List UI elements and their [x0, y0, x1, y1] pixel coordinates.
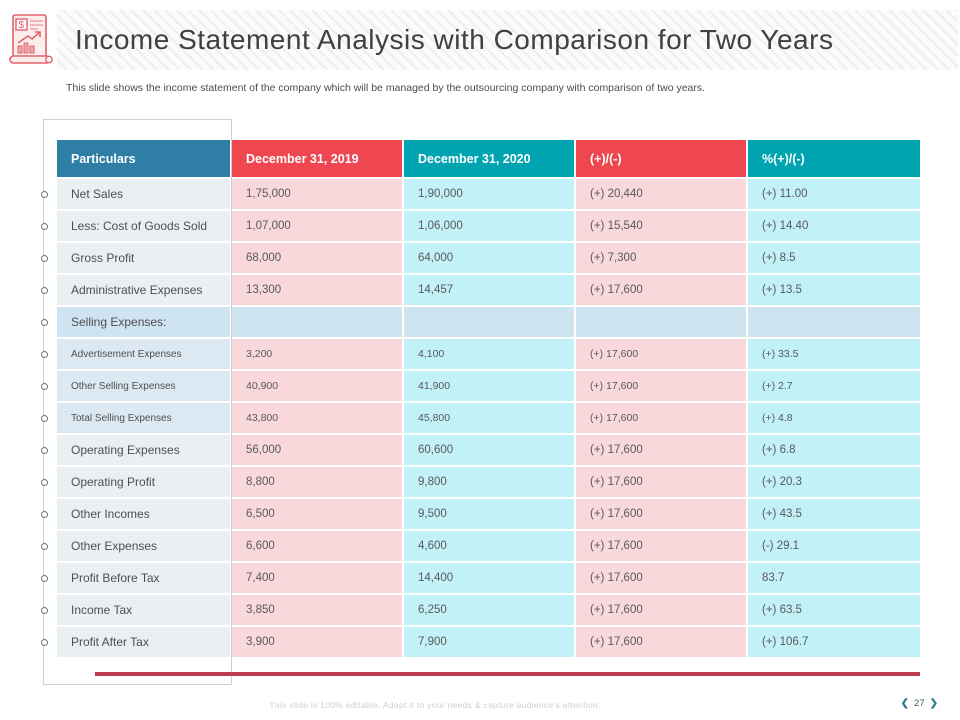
row-value: (+) 4.8 — [748, 403, 920, 433]
row-bullet-icon — [41, 607, 48, 614]
row-label: Less: Cost of Goods Sold — [57, 211, 230, 241]
row-value: 4,100 — [404, 339, 574, 369]
row-label: Other Expenses — [57, 531, 230, 561]
row-value: 6,600 — [232, 531, 402, 561]
col-header-dec-2020: December 31, 2020 — [404, 140, 574, 177]
row-value: 83.7 — [748, 563, 920, 593]
col-header-dec-2019: December 31, 2019 — [232, 140, 402, 177]
row-bullet-icon — [41, 319, 48, 326]
row-label: Profit Before Tax — [57, 563, 230, 593]
row-value: (+) 17,600 — [576, 499, 746, 529]
svg-text:$: $ — [18, 20, 25, 31]
row-value: 14,457 — [404, 275, 574, 305]
row-bullet-icon — [41, 415, 48, 422]
row-bullet-icon — [41, 479, 48, 486]
col-header-particulars: Particulars — [57, 140, 230, 177]
row-value: (+) 17,600 — [576, 467, 746, 497]
page-number: 27 — [914, 698, 925, 709]
row-value: (+) 8.5 — [748, 243, 920, 273]
row-value: 7,900 — [404, 627, 574, 657]
row-value: 6,500 — [232, 499, 402, 529]
row-value: (+) 13.5 — [748, 275, 920, 305]
row-value: (+) 17,600 — [576, 563, 746, 593]
row-value: (+) 17,600 — [576, 371, 746, 401]
prev-page-icon[interactable]: ❮ — [900, 698, 910, 709]
row-label: Other Incomes — [57, 499, 230, 529]
row-value: 9,500 — [404, 499, 574, 529]
row-value: 14,400 — [404, 563, 574, 593]
page-title: Income Statement Analysis with Comparison for Two Years — [75, 24, 834, 55]
col-header-pct-change: %(+)/(-) — [748, 140, 920, 177]
row-value: (+) 11.00 — [748, 179, 920, 209]
row-value: 3,850 — [232, 595, 402, 625]
row-value: 68,000 — [232, 243, 402, 273]
row-value: 7,400 — [232, 563, 402, 593]
row-bullet-icon — [41, 543, 48, 550]
row-value: 60,600 — [404, 435, 574, 465]
row-value: 1,75,000 — [232, 179, 402, 209]
row-label: Advertisement Expenses — [57, 339, 230, 369]
row-value: (+) 15,540 — [576, 211, 746, 241]
row-bullet-icon — [41, 191, 48, 198]
page-navigation — [901, 698, 938, 709]
row-value: 1,06,000 — [404, 211, 574, 241]
row-value: 3,900 — [232, 627, 402, 657]
row-bullet-icon — [41, 287, 48, 294]
row-value: (+) 17,600 — [576, 435, 746, 465]
row-value — [232, 307, 402, 337]
row-bullet-icon — [41, 575, 48, 582]
row-value: (+) 33.5 — [748, 339, 920, 369]
row-value: (+) 14.40 — [748, 211, 920, 241]
accent-divider-line — [95, 672, 920, 676]
row-bullet-icon — [41, 447, 48, 454]
row-value: (+) 17,600 — [576, 531, 746, 561]
row-bullet-icon — [41, 255, 48, 262]
slide-subtitle: This slide shows the income statement of the company which will be managed by the outsourcing company with comparison of two years. — [66, 82, 706, 94]
title-band — [57, 10, 958, 70]
row-value — [404, 307, 574, 337]
row-label: Operating Expenses — [57, 435, 230, 465]
row-value: (+) 63.5 — [748, 595, 920, 625]
row-value: (+) 43.5 — [748, 499, 920, 529]
row-value — [748, 307, 920, 337]
row-label: Gross Profit — [57, 243, 230, 273]
row-value: 40,900 — [232, 371, 402, 401]
row-value: (+) 17,600 — [576, 275, 746, 305]
row-value: (+) 20.3 — [748, 467, 920, 497]
row-value: (+) 17,600 — [576, 339, 746, 369]
row-value: 41,900 — [404, 371, 574, 401]
row-value: (+) 17,600 — [576, 403, 746, 433]
row-label: Selling Expenses: — [57, 307, 230, 337]
row-value — [576, 307, 746, 337]
row-bullet-icon — [41, 351, 48, 358]
row-value: 1,90,000 — [404, 179, 574, 209]
row-value: (+) 7,300 — [576, 243, 746, 273]
row-value: 1,07,000 — [232, 211, 402, 241]
row-bullet-icon — [41, 639, 48, 646]
row-value: 45,800 — [404, 403, 574, 433]
row-label: Net Sales — [57, 179, 230, 209]
row-value: (+) 17,600 — [576, 595, 746, 625]
row-bullet-icon — [41, 511, 48, 518]
row-value: 3,200 — [232, 339, 402, 369]
row-value: 8,800 — [232, 467, 402, 497]
row-label: Operating Profit — [57, 467, 230, 497]
row-value: (+) 17,600 — [576, 627, 746, 657]
row-label: Profit After Tax — [57, 627, 230, 657]
footer-note: This slide is 100% editable. Adapt it to your needs & capture audience's attention. — [269, 700, 601, 710]
row-value: (+) 20,440 — [576, 179, 746, 209]
row-value: (+) 6.8 — [748, 435, 920, 465]
next-page-icon[interactable]: ❯ — [929, 698, 938, 709]
row-label: Total Selling Expenses — [57, 403, 230, 433]
row-value: (-) 29.1 — [748, 531, 920, 561]
row-label: Income Tax — [57, 595, 230, 625]
row-value: (+) 2.7 — [748, 371, 920, 401]
income-table — [57, 140, 920, 657]
row-value: 56,000 — [232, 435, 402, 465]
row-value: 4,600 — [404, 531, 574, 561]
row-label: Administrative Expenses — [57, 275, 230, 305]
row-label: Other Selling Expenses — [57, 371, 230, 401]
col-header-change: (+)/(-) — [576, 140, 746, 177]
row-bullet-icon — [41, 223, 48, 230]
row-value: 43,800 — [232, 403, 402, 433]
row-bullet-icon — [41, 383, 48, 390]
row-value: (+) 106.7 — [748, 627, 920, 657]
row-value: 64,000 — [404, 243, 574, 273]
row-value: 13,300 — [232, 275, 402, 305]
row-value: 9,800 — [404, 467, 574, 497]
income-statement-icon — [8, 12, 56, 68]
row-value: 6,250 — [404, 595, 574, 625]
